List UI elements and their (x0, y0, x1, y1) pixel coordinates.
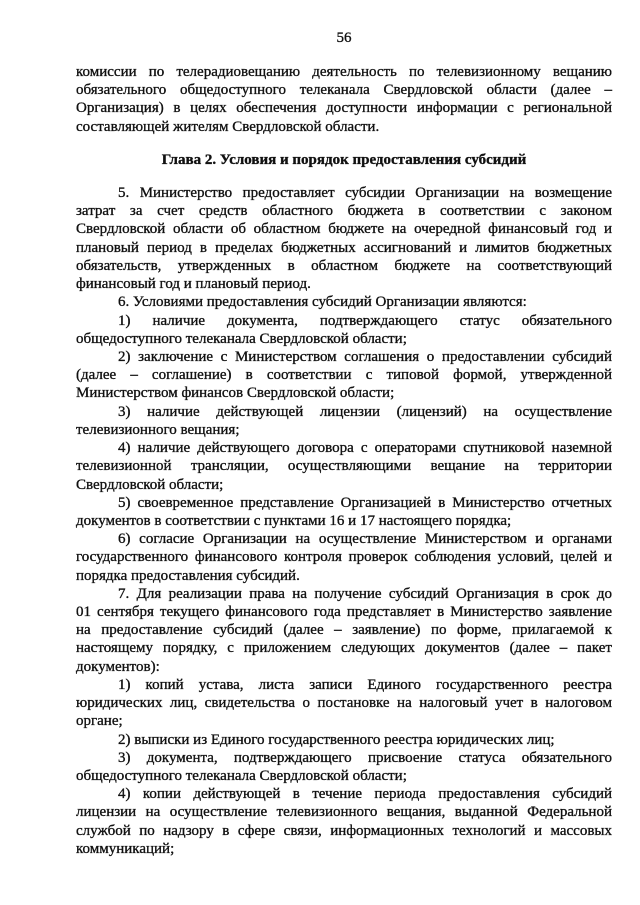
clause-7-item-4 (76, 785, 612, 858)
clause-7-item-3 (76, 749, 612, 785)
text-line: Свердловской области; (76, 476, 224, 493)
clause-6-item-3 (76, 403, 612, 439)
clause-6-item-1 (76, 312, 612, 348)
text-line: порядка предоставления субсидий. (76, 567, 300, 584)
text-line: службой по надзору в сфере связи, информационных технологий и массовых (76, 822, 612, 839)
text-line: 6. Условиями предоставления субсидий Организации являются: (118, 294, 527, 311)
text-line: 5. Министерство предоставляет субсидии Организации на возмещение (118, 185, 612, 201)
text-line: общедоступного телеканала Свердловской области; (76, 330, 407, 347)
clause-5 (76, 184, 612, 293)
text-line: 1) копий устава, листа записи Единого государственного реестра (118, 676, 612, 693)
text-line: 5) своевременное представление Организацией в Министерство отчетных (118, 494, 612, 511)
text-line: документов): (76, 658, 160, 675)
text-line: 6) согласие Организации на осуществление Министерством и органами (118, 531, 612, 548)
text-line: Министерством финансов Свердловской области; (76, 385, 395, 402)
text-line: лицензии на осуществление телевизионного вещания, выданной Федеральной (76, 804, 612, 821)
text-line: 4) наличие действующего договора с операторами спутниковой наземной (118, 440, 612, 457)
text-line: 2) заключение с Министерством соглашения о предоставлении субсидий (118, 348, 612, 365)
text-line: финансовый год и плановый период. (76, 276, 311, 293)
page-number: 56 (336, 30, 352, 46)
clause-6-item-6 (76, 530, 612, 585)
text-line: документов в соответствии с пунктами 16 и 17 настоящего порядка; (76, 512, 512, 529)
chapter-heading: Глава 2. Условия и порядок предоставления субсидий (161, 152, 527, 168)
text-line: 7. Для реализации права на получение субсидий Организация в срок до (118, 585, 612, 602)
intro-paragraph (76, 63, 612, 136)
clause-6-item-2 (76, 348, 612, 403)
clause-6-item-4 (76, 439, 612, 494)
text-line: общедоступного телеканала Свердловской области; (76, 768, 407, 784)
text-line: телевизионной трансляции, осуществляющими вещание на территории (76, 458, 612, 475)
text-line: 2) выписки из Единого государственного реестра юридических лиц; (118, 731, 555, 748)
clause-6-item-5 (76, 494, 612, 530)
text-line: составляющей жителям Свердловской области. (76, 118, 380, 135)
text-line: 1) наличие документа, подтверждающего статус обязательного (118, 312, 612, 329)
text-line: на предоставление субсидий (далее – заявление) по форме, прилагаемой к (76, 622, 612, 639)
text-line: настоящему порядку, с приложением следующих документов (далее – пакет (76, 640, 612, 657)
text-line: 4) копии действующей в течение периода предоставления субсидий (118, 786, 612, 803)
text-line: 3) наличие действующей лицензии (лицензий) на осуществление (118, 403, 612, 420)
clause-7 (76, 585, 612, 676)
text-line: юридических лиц, свидетельства о постановке на налоговый учет в налоговом (76, 695, 612, 712)
text-line: Организация) в целях обеспечения доступности информации с региональной (76, 100, 612, 117)
text-line: (далее – соглашение) в соответствии с типовой формой, утвержденной (76, 367, 612, 384)
clauses-section (76, 184, 612, 858)
text-line: телевизионного вещания; (76, 421, 240, 438)
text-line: 01 сентября текущего финансового года представляет в Министерство заявление (76, 604, 612, 621)
text-line: 3) документа, подтверждающего присвоение статуса обязательного (118, 749, 612, 766)
text-line: Свердловской области об областном бюджете на очередной финансовый год и (76, 221, 612, 238)
clause-7-item-1 (76, 676, 612, 731)
text-line: коммуникаций; (76, 840, 175, 857)
clause-6 (76, 293, 612, 311)
text-line: плановый период в пределах бюджетных ассигнований и лимитов бюджетных (76, 239, 612, 256)
text-line: комиссии по телерадиовещанию деятельность по телевизионному вещанию (76, 64, 612, 80)
text-line: государственного финансового контроля проверок соблюдения условий, целей и (76, 549, 612, 566)
text-line: затрат за счет средств областного бюджета в соответствии с законом (76, 203, 612, 220)
clause-7-item-2 (76, 731, 612, 749)
text-line: органе; (76, 713, 123, 730)
text-line: обязательного общедоступного телеканала Свердловской области (далее – (76, 82, 612, 99)
text-line: обязательств, утвержденных в областном бюджете на соответствующий (76, 257, 612, 274)
